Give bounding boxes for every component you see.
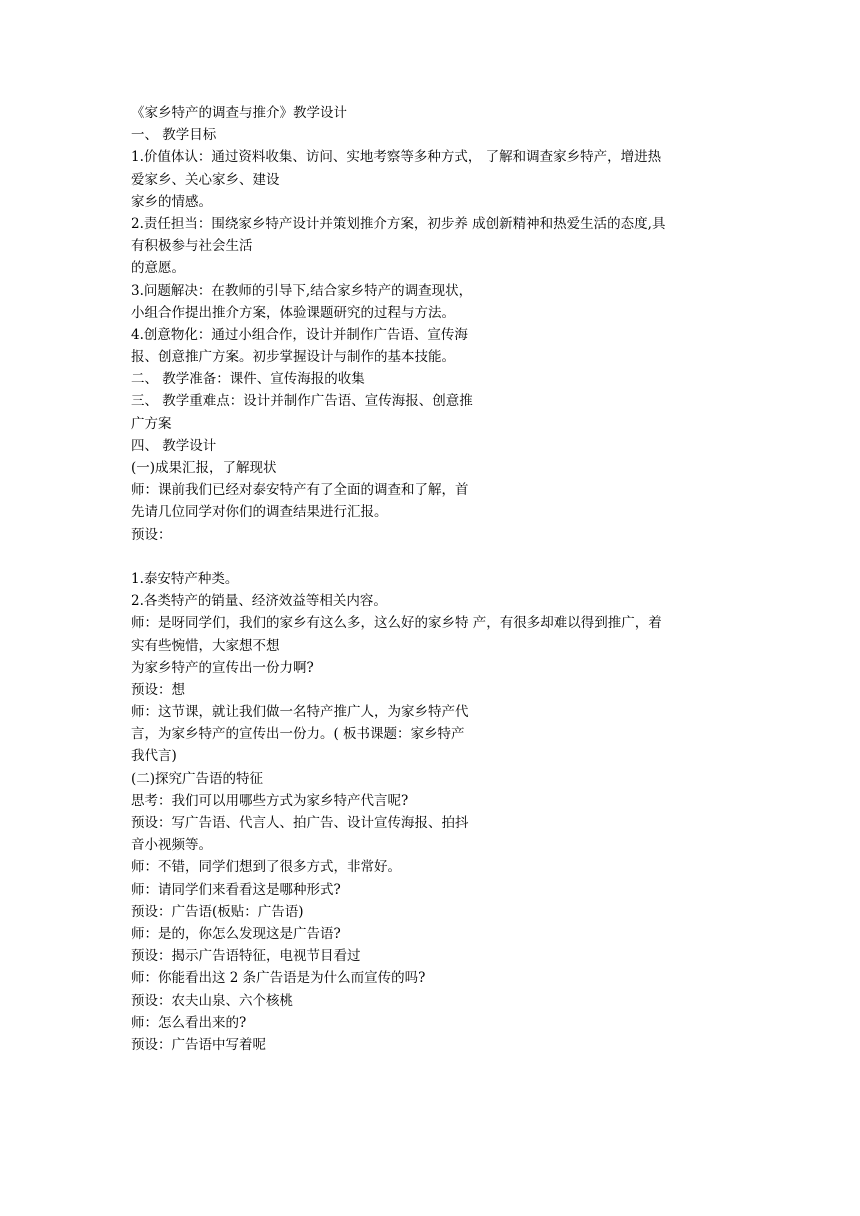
- document-title: 《家乡特产的调查与推介》教学设计: [131, 105, 347, 121]
- paragraph-line: 师：这节课，就让我们做一名特产推广人，为家乡特产代: [131, 704, 469, 721]
- paragraph-line: 2.责任担当：围绕家乡特产设计并策划推介方案，初步养 成创新精神和热爱生活的态度,具: [131, 215, 666, 232]
- paragraph-line: 为家乡特产的宣传出一份力啊?: [131, 659, 314, 676]
- paragraph-line: 有积极参与社会生活: [131, 238, 253, 255]
- paragraph-line: 广方案: [131, 415, 172, 432]
- paragraph-line: 小组合作提出推介方案，体验课题研究的过程与方法。: [131, 304, 455, 321]
- paragraph-line: 3.问题解决：在教师的引导下,结合家乡特产的调查现状，: [131, 282, 473, 299]
- paragraph-line: 预设：农夫山泉、六个核桃: [131, 992, 293, 1009]
- paragraph-line: 师：是呀同学们，我们的家乡有这么多，这么好的家乡特 产，有很多却难以得到推广，着: [131, 615, 662, 632]
- blank-line: [131, 546, 731, 568]
- subsection-heading: (二)探究广告语的特征: [131, 770, 264, 787]
- paragraph-line: 预设：想: [131, 681, 185, 698]
- paragraph-line: 报、创意推广方案。初步掌握设计与制作的基本技能。: [131, 349, 455, 366]
- paragraph-line: 师：怎么看出来的?: [131, 1014, 247, 1031]
- section-heading: 二、 教学准备：课件、宣传海报的收集: [131, 371, 365, 388]
- paragraph-line: 实有些惋惜，大家想不想: [131, 637, 280, 654]
- document-body: [131, 102, 731, 1056]
- paragraph-line: 言，为家乡特产的宣传出一份力。( 板书课题：家乡特产: [131, 726, 465, 743]
- paragraph-line: 师：是的，你怎么发现这是广告语?: [131, 925, 341, 942]
- paragraph-line: 预设：揭示广告语特征，电视节目看过: [131, 948, 361, 965]
- paragraph-line: 师：请同学们来看看这是哪种形式?: [131, 881, 341, 898]
- paragraph-line: 4.创意物化：通过小组合作，设计并制作广告语、宣传海: [131, 326, 468, 343]
- section-heading: 四、 教学设计: [131, 437, 217, 454]
- paragraph-line: 1.价值体认：通过资料收集、访问、实地考察等多种方式， 了解和调查家乡特产，增进热: [131, 149, 662, 166]
- subsection-heading: (一)成果汇报，了解现状: [131, 460, 277, 476]
- paragraph-line: 师：不错，同学们想到了很多方式，非常好。: [131, 859, 401, 876]
- section-heading: 一、 教学目标: [131, 127, 217, 144]
- paragraph-line: 预设：广告语(板贴：广告语): [131, 903, 304, 920]
- section-heading: 三、 教学重难点：设计并制作广告语、宣传海报、创意推: [131, 393, 473, 410]
- paragraph-line: 我代言): [131, 748, 177, 765]
- paragraph-line: 预设：: [131, 526, 172, 543]
- paragraph-line: 师：你能看出这 2 条广告语是为什么而宣传的吗?: [131, 970, 426, 987]
- paragraph-line: 预设：广告语中写着呢: [131, 1036, 266, 1053]
- paragraph-line: 家乡的情感。: [131, 193, 212, 210]
- paragraph-line: 的意愿。: [131, 260, 185, 277]
- paragraph-line: 音小视频等。: [131, 837, 212, 854]
- paragraph-line: 先请几位同学对你们的调查结果进行汇报。: [131, 504, 388, 521]
- paragraph-line: 爱家乡、关心家乡、建设: [131, 171, 280, 188]
- paragraph-line: 思考：我们可以用哪些方式为家乡特产代言呢?: [131, 792, 409, 809]
- paragraph-line: 2.各类特产的销量、经济效益等相关内容。: [131, 593, 387, 610]
- paragraph-line: 预设：写广告语、代言人、拍广告、设计宣传海报、拍抖: [131, 815, 469, 831]
- paragraph-line: 1.泰安特产种类。: [131, 570, 239, 587]
- paragraph-line: 师：课前我们已经对泰安特产有了全面的调查和了解，首: [131, 482, 469, 499]
